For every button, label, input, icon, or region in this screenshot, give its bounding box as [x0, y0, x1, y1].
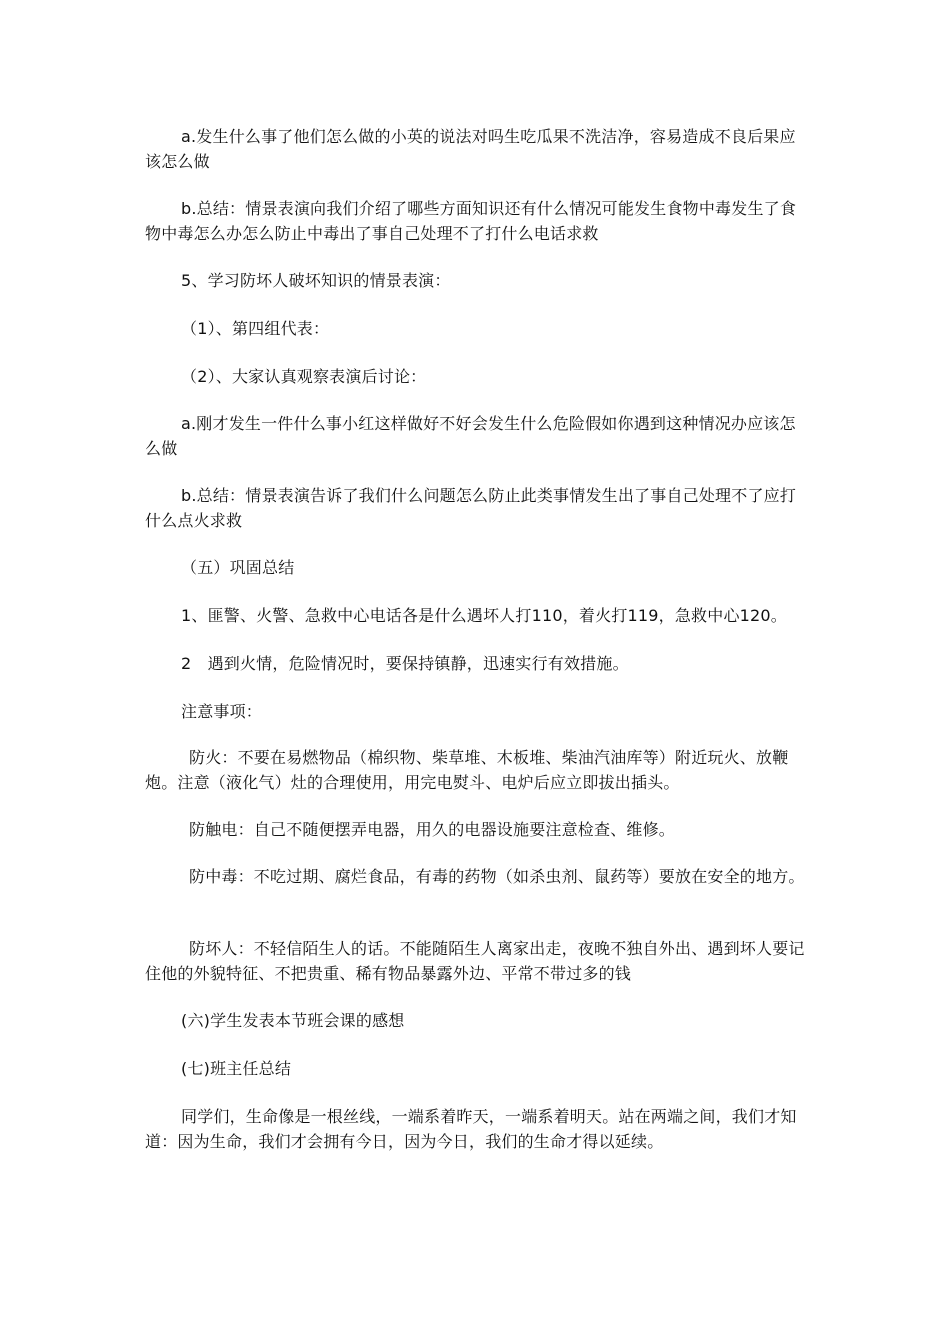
- paragraph-fire-safety: 防火：不要在易燃物品（棉织物、柴草堆、木板堆、柴油汽油库等）附近玩火、放鞭炮。注意（液化气）灶的合理使用，用完电熨斗、电炉后应立即拔出插头。: [145, 748, 789, 792]
- paragraph-summary-b-food: b.总结：情景表演向我们介绍了哪些方面知识还有什么情况可能发生食物中毒发生了食物中毒怎么办怎么防止中毒出了事自己处理不了打什么电话求救: [145, 199, 797, 243]
- paragraph-stranger-safety: 防坏人：不轻信陌生人的话。不能随陌生人离家出走，夜晚不独自外出、遇到坏人要记住他的外貌特征、不把贵重、稀有物品暴露外边、平常不带过多的钱: [145, 939, 805, 983]
- paragraph-point-2: 2 遇到火情，危险情况时，要保持镇静，迅速实行有效措施。: [181, 654, 629, 673]
- paragraph-section-5: 5、学习防坏人破坏知识的情景表演：: [181, 271, 451, 290]
- paragraph-question-a-food: a.发生什么事了他们怎么做的小英的说法对吗生吃瓜果不洗洁净，容易造成不良后果应该怎么做: [145, 127, 796, 171]
- paragraph-notes-heading: 注意事项：: [181, 702, 263, 721]
- paragraph-heading-six: (六)学生发表本节班会课的感想: [181, 1011, 405, 1030]
- paragraph-question-a-stranger: a.刚才发生一件什么事小红这样做好不好会发生什么危险假如你遇到这种情况办应该怎么做: [145, 414, 796, 458]
- paragraph-item-2: （2）、大家认真观察表演后讨论：: [181, 367, 427, 386]
- paragraph-closing: 同学们，生命像是一根丝线，一端系着昨天，一端系着明天。站在两端之间，我们才知道：因为生命，我们才会拥有今日，因为今日，我们的生命才得以延续。: [145, 1107, 797, 1151]
- paragraph-heading-seven: (七)班主任总结: [181, 1059, 292, 1078]
- paragraph-poison-safety: 防中毒：不吃过期、腐烂食品，有毒的药物（如杀虫剂、鼠药等）要放在安全的地方。: [189, 867, 805, 886]
- paragraph-electric-safety: 防触电：自己不随便摆弄电器，用久的电器设施要注意检查、维修。: [189, 820, 676, 839]
- paragraph-heading-five: （五）巩固总结: [181, 558, 295, 577]
- paragraph-point-1: 1、匪警、火警、急救中心电话各是什么遇坏人打110，着火打119，急救中心120。: [181, 606, 787, 625]
- paragraph-item-1: （1）、第四组代表：: [181, 319, 330, 338]
- paragraph-summary-b-stranger: b.总结：情景表演告诉了我们什么问题怎么防止此类事情发生出了事自己处理不了应打什么点火求救: [145, 486, 797, 530]
